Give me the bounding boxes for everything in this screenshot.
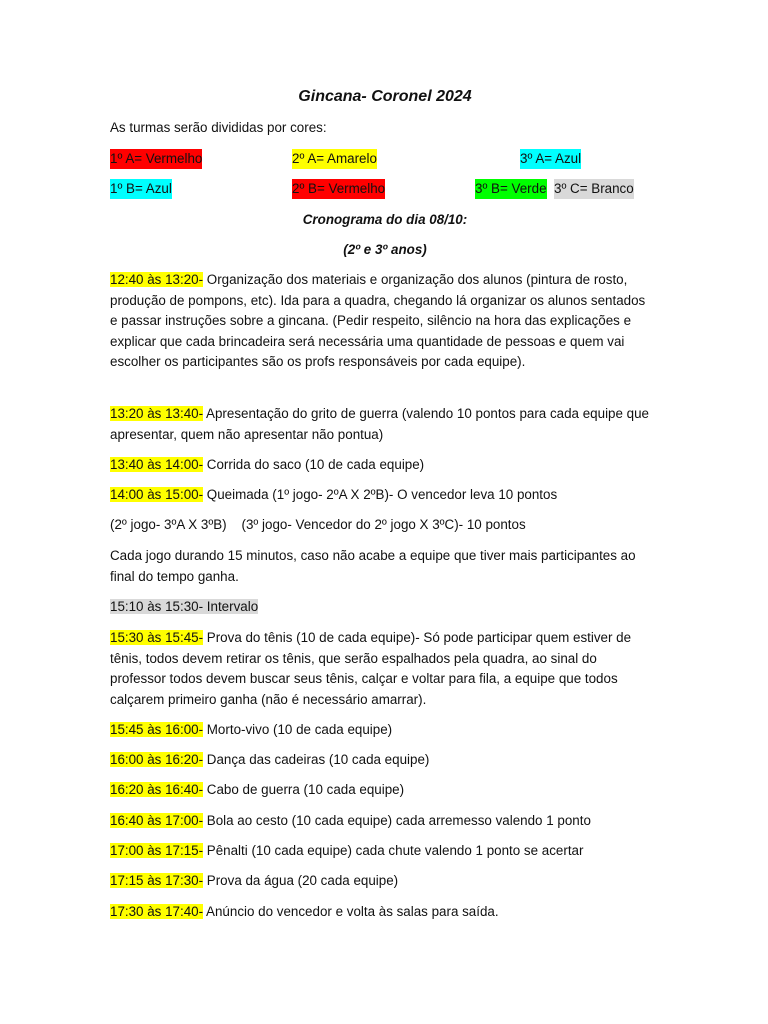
schedule-text: Bola ao cesto (10 cada equipe) cada arremesso valendo 1 ponto — [203, 813, 591, 828]
document-title: Gincana- Coronel 2024 — [298, 88, 472, 105]
team-1a: 1º A= Vermelho — [110, 149, 202, 169]
schedule-text: Prova da água (20 cada equipe) — [203, 873, 399, 888]
schedule-text: Corrida do saco (10 de cada equipe) — [203, 457, 425, 472]
schedule-item — [110, 902, 655, 923]
schedule-subheading: (2º e 3º anos) — [343, 242, 427, 257]
schedule-text: Queimada (1º jogo- 2ºA X 2ºB)- O vencedor leva 10 pontos — [203, 487, 558, 502]
schedule-item — [110, 871, 655, 892]
schedule-item — [110, 485, 655, 506]
schedule-text: Apresentação do grito de guerra (valendo 10 pontos para cada equipe que apresentar, quem não apresentar não pontua) — [110, 406, 650, 442]
team-2a: 2º A= Amarelo — [292, 149, 377, 169]
schedule-item — [110, 270, 655, 373]
schedule-text: Morto-vivo (10 de cada equipe) — [203, 722, 393, 737]
schedule-time: 14:00 às 15:00- — [110, 487, 204, 502]
schedule-text: Anúncio do vencedor e volta às salas para saída. — [203, 904, 499, 919]
schedule-time: 17:30 às 17:40- — [110, 904, 204, 919]
schedule-item — [110, 841, 655, 862]
team-1b: 1º B= Azul — [110, 179, 172, 199]
schedule-time: 15:10 às 15:30- Intervalo — [110, 599, 259, 614]
schedule-item-break — [110, 597, 655, 618]
schedule-time: 13:40 às 14:00- — [110, 457, 204, 472]
team-3a: 3º A= Azul — [520, 149, 581, 169]
schedule-text: Organização dos materiais e organização dos alunos (pintura de rosto, produção de pompons, etc). Ida para a quadra, chegando lá organizar os alunos sentados e passar instruções sobre a gincana. (Pedir respeito, silêncio na hora das explicações e explicar que cada brincadeira será necessária uma quantidade de pessoas e quem vai escolher os participantes são os profs responsáveis por cada equipe). — [110, 272, 646, 369]
schedule-item — [110, 404, 655, 445]
schedule-time: 16:40 às 17:00- — [110, 813, 204, 828]
schedule-time: 17:15 às 17:30- — [110, 873, 204, 888]
schedule-text: Cabo de guerra (10 cada equipe) — [203, 782, 405, 797]
schedule-note: (2º jogo- 3ºA X 3ºB) (3º jogo- Vencedor do 2º jogo X 3ºC)- 10 pontos — [110, 517, 526, 532]
schedule-text: Pênalti (10 cada equipe) cada chute valendo 1 ponto se acertar — [203, 843, 584, 858]
schedule-item — [110, 628, 655, 710]
schedule-heading: Cronograma do dia 08/10: — [302, 212, 468, 227]
schedule-time: 13:20 às 13:40- — [110, 406, 204, 421]
schedule-time: 16:20 às 16:40- — [110, 782, 204, 797]
schedule-time: 17:00 às 17:15- — [110, 843, 204, 858]
schedule-item — [110, 811, 655, 832]
schedule-time: 15:30 às 15:45- — [110, 630, 204, 645]
schedule-time: 15:45 às 16:00- — [110, 722, 204, 737]
schedule-text: Prova do tênis (10 de cada equipe)- Só pode participar quem estiver de tênis, todos devem retirar os tênis, que serão espalhados pela quadra, ao sinal do professor todos devem buscar seus tênis, calçar e voltar para fila, a equipe que todos calçarem primeiro ganha (não é necessário amarrar). — [110, 630, 632, 707]
team-3b: 3º B= Verde — [475, 179, 547, 199]
schedule-note: Cada jogo durando 15 minutos, caso não acabe a equipe que tiver mais participantes ao final do tempo ganha. — [110, 548, 636, 584]
team-2b: 2º B= Vermelho — [292, 179, 385, 199]
schedule-item — [110, 455, 655, 476]
schedule-time: 16:00 às 16:20- — [110, 752, 204, 767]
schedule-text: Dança das cadeiras (10 cada equipe) — [203, 752, 430, 767]
schedule-item — [110, 750, 655, 771]
schedule-time: 12:40 às 13:20- — [110, 272, 204, 287]
team-3c: 3º C= Branco — [554, 179, 634, 199]
intro-text: As turmas serão divididas por cores: — [110, 120, 327, 135]
schedule-item — [110, 720, 655, 741]
schedule-item — [110, 780, 655, 801]
